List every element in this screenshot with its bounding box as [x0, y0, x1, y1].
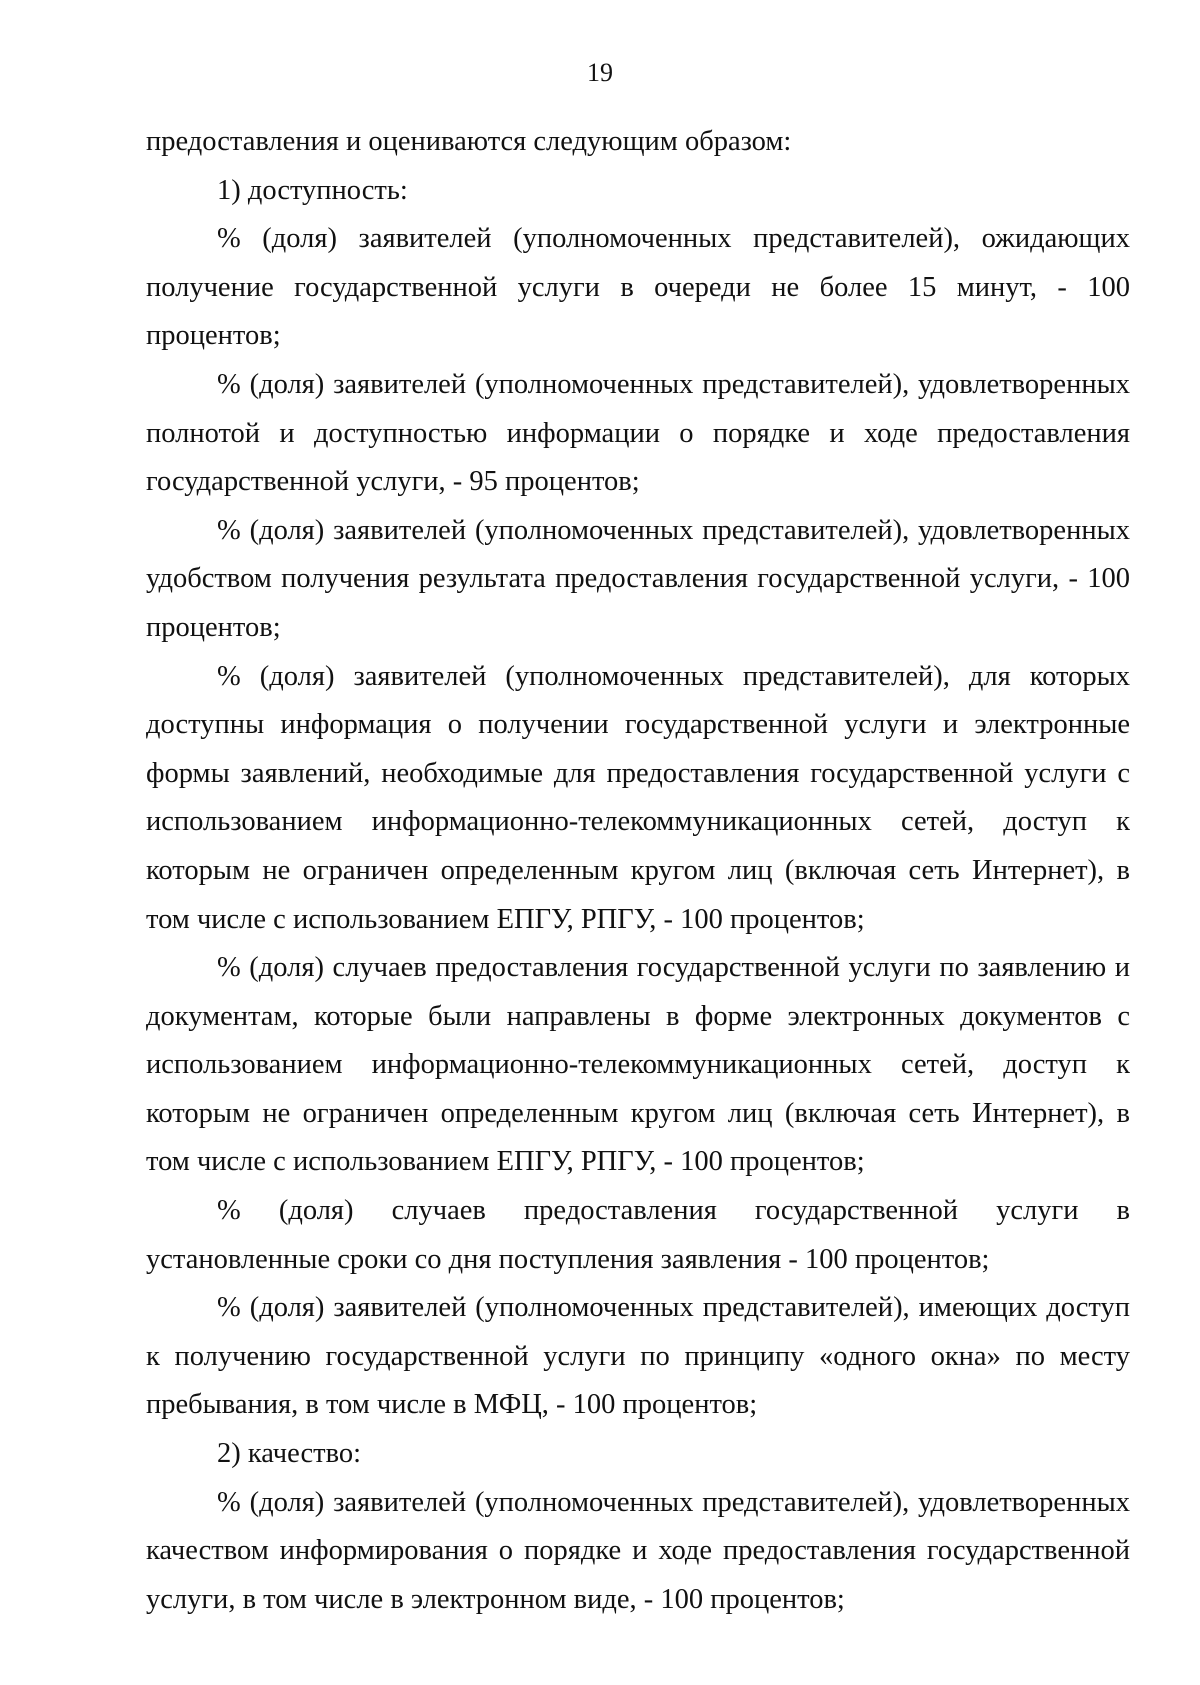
- paragraph-info-quality: % (доля) заявителей (уполномоченных представителей), удовлетворенных качеством информирования о порядке и ходе предоставления государственной услуги, в том числе в электронном виде, - 100 процентов;: [146, 1486, 1130, 1615]
- paragraph-intro: предоставления и оцениваются следующим образом:: [146, 126, 792, 157]
- paragraph-one-window: % (доля) заявителей (уполномоченных представителей), имеющих доступ к получению государственной услуги по принципу «одного окна» по месту пребывания, в том числе в МФЦ, - 100 процентов;: [146, 1292, 1130, 1421]
- paragraph-electronic-documents: % (доля) случаев предоставления государственной услуги по заявлению и документам, которые были направлены в форме электронных документов с использованием информационно-телекоммуникационных сетей, доступ к которым не ограничен определенным кругом лиц (включая сеть Интернет), в том числе с использованием ЕПГУ, РПГУ, - 100 процентов;: [146, 952, 1130, 1178]
- paragraph-queue-wait: % (доля) заявителей (уполномоченных представителей), ожидающих получение государственной услуги в очереди не более 15 минут, - 100 процентов;: [146, 223, 1130, 352]
- paragraph-quality-heading: 2) качество:: [217, 1438, 362, 1470]
- document-body: [146, 118, 1130, 1624]
- paragraph-deadlines: % (доля) случаев предоставления государственной услуги в установленные сроки со дня поступления заявления - 100 процентов;: [146, 1195, 1130, 1275]
- paragraph-result-convenience: % (доля) заявителей (уполномоченных представителей), удовлетворенных удобством получения результата предоставления государственной услуги, - 100 процентов;: [146, 514, 1130, 643]
- paragraph-electronic-forms: % (доля) заявителей (уполномоченных представителей), для которых доступны информация о получении государственной услуги и электронные формы заявлений, необходимые для предоставления государственной услуги с использованием информационно-телекоммуникационных сетей, доступ к которым не ограничен определенным кругом лиц (включая сеть Интернет), в том числе с использованием ЕПГУ, РПГУ, - 100 процентов;: [146, 660, 1130, 935]
- paragraph-info-completeness: % (доля) заявителей (уполномоченных представителей), удовлетворенных полнотой и доступностью информации о порядке и ходе предоставления государственной услуги, - 95 процентов;: [146, 368, 1130, 498]
- page-number: 19: [587, 58, 613, 87]
- paragraph-accessibility-heading: 1) доступность:: [217, 174, 408, 206]
